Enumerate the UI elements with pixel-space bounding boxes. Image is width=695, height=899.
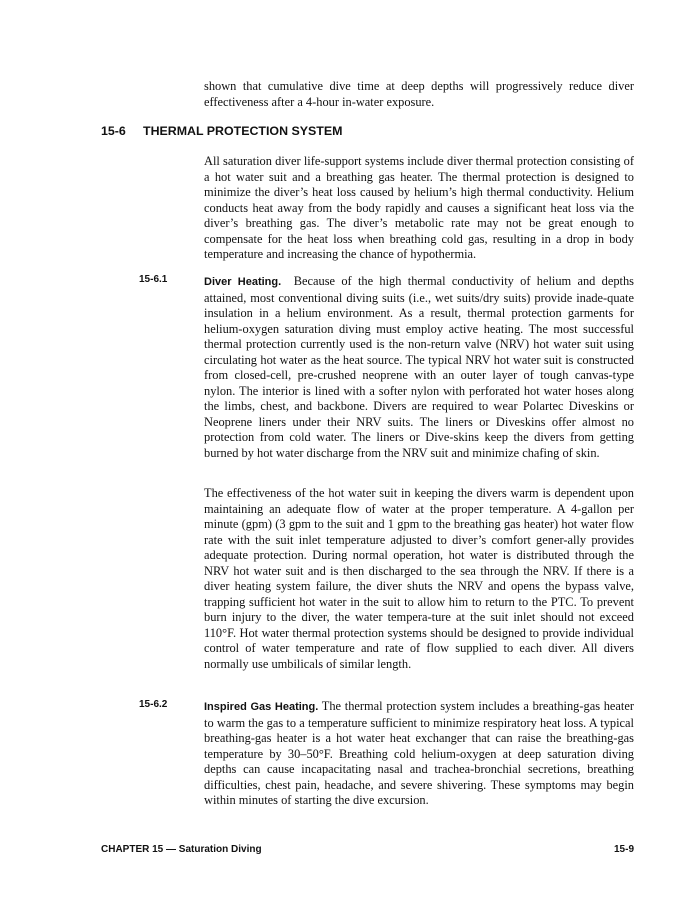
footer-chapter: CHAPTER 15 — Saturation Diving [101,844,262,855]
section-title: THERMAL PROTECTION SYSTEM [143,124,343,138]
subsection-inspired-gas-heating [139,699,634,809]
intro-paragraph: shown that cumulative dive time at deep depths will progressively reduce diver effectiveness after a 4-hour in-water exposure. [204,79,634,109]
subsection-diver-heating [139,274,634,461]
footer-page-number: 15-9 [613,844,634,855]
subsection-number: 15-6.1 [139,274,168,285]
subsection-number: 15-6.2 [139,699,168,710]
subsection-text: The thermal protection system includes a breathing-gas heater to warm the gas to a temperature sufficient to minimize respiratory heat loss. A typical breathing-gas heater is a hot water heat exchanger that can raise the breathing-gas temperature by 30–50°F. Breathing cold helium-oxygen at deep saturation diving depths can cause incapacitating nasal and trachea-bronchial secretions, breathing difficulties, chest pain, headache, and severe shivering. These symptoms may begin within minutes of starting the dive excursion. [204,699,634,807]
section-paragraph: All saturation diver life-support systems include diver thermal protection consisting of a hot water suit and a breathing gas heater. The thermal protection is designed to minimize the diver’s heat loss caused by helium’s high thermal conductivity. Helium conducts heat away from the body rapidly and causes a significant heat loss via the diver’s breathing gas. The diver’s metabolic rate may not be great enough to compensate for the heat loss when breathing cold gas, resulting in a drop in body temperature and increasing the chance of hypothermia. [204,154,634,261]
subsection-title: Inspired Gas Heating. [204,701,319,713]
subsection-body [204,274,634,461]
subsection-body [204,699,634,809]
subsection-title: Diver Heating. [204,276,282,288]
section-heading [101,124,641,138]
section-number: 15-6 [101,124,126,138]
subsection-text: Because of the high thermal conductivity of helium and depths attained, most conventional diving suits (i.e., wet suits/dry suits) provide inade-quate insulation in a helium environment. As a result, thermal protection garments for helium-oxygen saturation diving must employ active heating. The most successful thermal protection currently used is the non-return valve (NRV) hot water suit using circulating hot water as the heat source. The typical NRV hot water suit is constructed from closed-cell, pre-crushed neoprene with an outer layer of tough canvas-type nylon. The interior is lined with a softer nylon with perforated hot water hoses along the limbs, chest, and backbone. Divers are required to wear Polartec Diveskins or Neoprene liners under their NRV suits. The liners or Diveskins offer almost no protection from cold water. The liners or Dive-skins keep the divers from getting burned by hot water discharge from the NRV suit and minimize chafing of skin. [204,274,635,460]
hot-water-suit-paragraph: The effectiveness of the hot water suit in keeping the divers warm is dependent upon maintaining an adequate flow of water at the proper temperature. A 4-gallon per minute (gpm) (3 gpm to the suit and 1 gpm to the breathing gas heater) hot water flow rate with the suit inlet temperature adjusted to diver’s comfort gener-ally provides adequate protection. During normal operation, hot water is distributed through the NRV hot water suit and is then discharged to the sea through the NRV. If there is a diver heating system failure, the diver shuts the NRV and opens the bypass valve, trapping sufficient hot water in the suit to allow him to return to the PTC. To prevent burn injury to the diver, the water tempera-ture at the suit inlet should not exceed 110°F. Hot water thermal protection systems should be designed to provide individual control of water temperature and rate of flow supplied to each diver. All divers normally use umbilicals of similar length. [204,486,634,671]
